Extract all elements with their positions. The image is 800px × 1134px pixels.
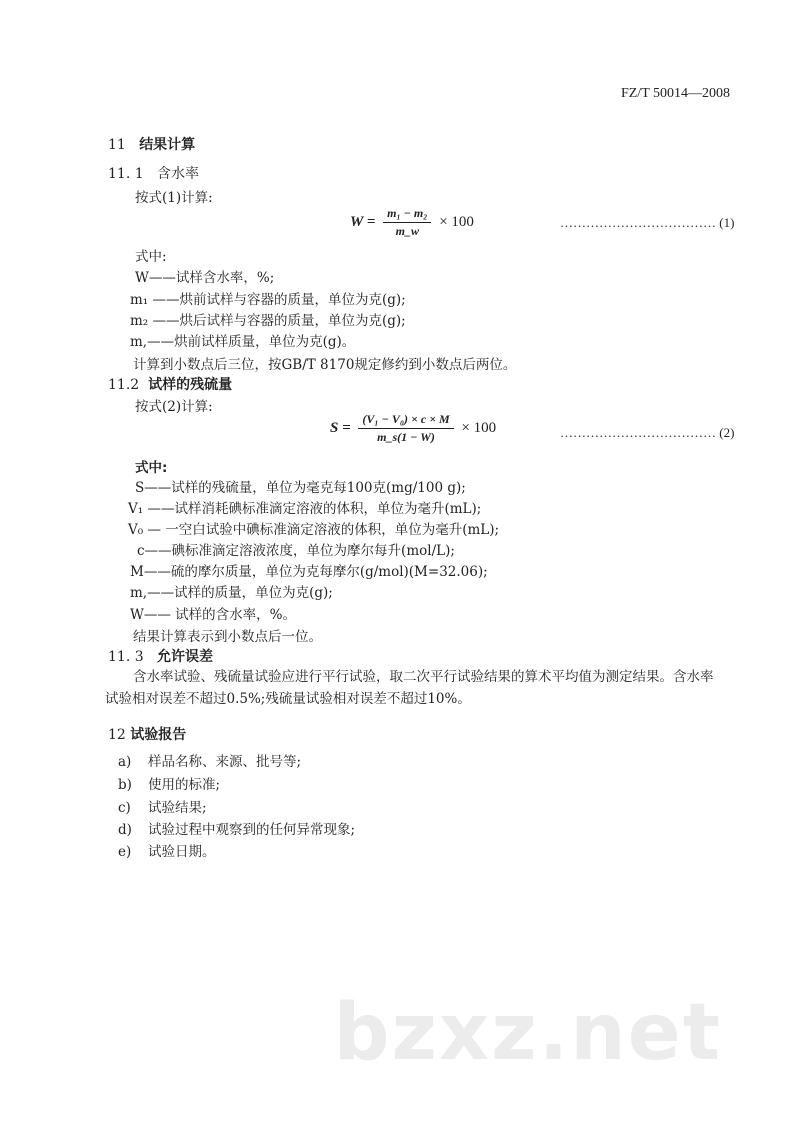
formula-denominator: m_s(1 − W) [377, 430, 435, 444]
subsection-11-3-heading [108, 646, 213, 666]
equation-number: ……………………………… (2) [560, 425, 735, 440]
section-11-heading [108, 134, 195, 154]
list-item-label: b) [118, 777, 132, 793]
subsection-11-2-heading [108, 374, 232, 394]
formula-multiplier: × 100 [439, 213, 474, 230]
definition-line: V₁ ——试样消耗碘标准滴定溶液的体积，单位为毫升(mL); [128, 501, 482, 517]
definition-line: m₂ ——烘后试样与容器的质量，单位为克(g); [130, 313, 406, 329]
definition-line: W—— 试样的含水率，%。 [130, 607, 296, 623]
subsection-title: 含水率 [156, 166, 199, 182]
definition-line: c——碘标准滴定溶液浓度，单位为摩尔每升(mol/L); [137, 543, 455, 559]
subsection-number: 11. 3 [108, 649, 144, 665]
list-item [118, 818, 355, 838]
subsection-11-1-heading [108, 163, 199, 183]
tolerance-paragraph: 含水率试验、残硫量试验应进行平行试验，取二次平行试验结果的算术平均值为测定结果。含水率试验相对误差不超过0.5%;残硫量试验相对误差不超过10%。 [105, 669, 714, 707]
definition-line: m,——试样的质量，单位为克(g); [130, 585, 333, 601]
section-title: 试验报告 [130, 727, 187, 743]
formula-1 [350, 206, 474, 239]
formula-intro: 按式(1)计算: [135, 190, 213, 206]
subsection-title: 允许误差 [156, 649, 213, 665]
subsection-number: 11.2 [108, 377, 140, 393]
list-item-text: 试验过程中观察到的任何异常现象; [148, 822, 356, 838]
equation-number: ……………………………… (1) [560, 215, 735, 230]
list-item-label: c) [118, 800, 131, 816]
list-item [118, 796, 207, 816]
list-item-label: e) [118, 844, 132, 860]
list-item [118, 773, 220, 793]
list-item [118, 840, 216, 860]
list-item-text: 试验日期。 [148, 844, 216, 860]
formula-numerator: m₁ − m₂ [383, 206, 431, 223]
watermark: bzxz.net [333, 988, 722, 1078]
formula-intro: 按式(2)计算: [135, 399, 213, 415]
definition-line: M——硫的摩尔质量，单位为克每摩尔(g/mol)(M=32.06); [130, 564, 488, 580]
formula-lhs: S = [330, 419, 351, 436]
rounding-note: 计算到小数点后三位，按GB/T 8170规定修约到小数点后两位。 [133, 357, 517, 373]
list-item-text: 样品名称、来源、批号等; [148, 754, 302, 770]
section-title: 结果计算 [139, 137, 196, 153]
formula-denominator: m_w [395, 224, 419, 238]
list-item-label: d) [118, 822, 132, 838]
list-item-text: 试验结果; [148, 800, 207, 816]
definition-line: m₁ ——烘前试样与容器的质量，单位为克(g); [130, 292, 406, 308]
formula-fraction [358, 412, 453, 445]
where-label: 式中: [135, 249, 167, 265]
list-item-text: 使用的标准; [148, 777, 221, 793]
definition-line: m,——烘前试样质量，单位为克(g)。 [130, 334, 356, 350]
formula-fraction [383, 206, 431, 239]
list-item [118, 750, 301, 770]
section-12-heading [108, 724, 186, 744]
definition-line: W——试样含水率，%; [135, 270, 275, 286]
formula-numerator: (V₁ − V₀) × c × M [358, 412, 453, 429]
formula-2 [330, 412, 496, 445]
formula-lhs: W = [350, 213, 376, 230]
standard-number: FZ/T 50014—2008 [620, 86, 730, 101]
definition-line: S——试样的残硫量，单位为毫克每100克(mg/100 g); [135, 480, 466, 496]
formula-multiplier: × 100 [461, 419, 497, 436]
where-label: 式中: [135, 460, 168, 476]
section-number: 11 [108, 137, 126, 153]
subsection-number: 11. 1 [108, 166, 144, 182]
definition-line: V₀ — 一空白试验中碘标准滴定溶液的体积，单位为毫升(mL); [128, 522, 500, 538]
list-item-label: a) [118, 754, 132, 770]
precision-note: 结果计算表示到小数点后一位。 [133, 629, 322, 645]
subsection-title: 试样的残硫量 [148, 377, 233, 393]
section-number: 12 [108, 727, 126, 743]
